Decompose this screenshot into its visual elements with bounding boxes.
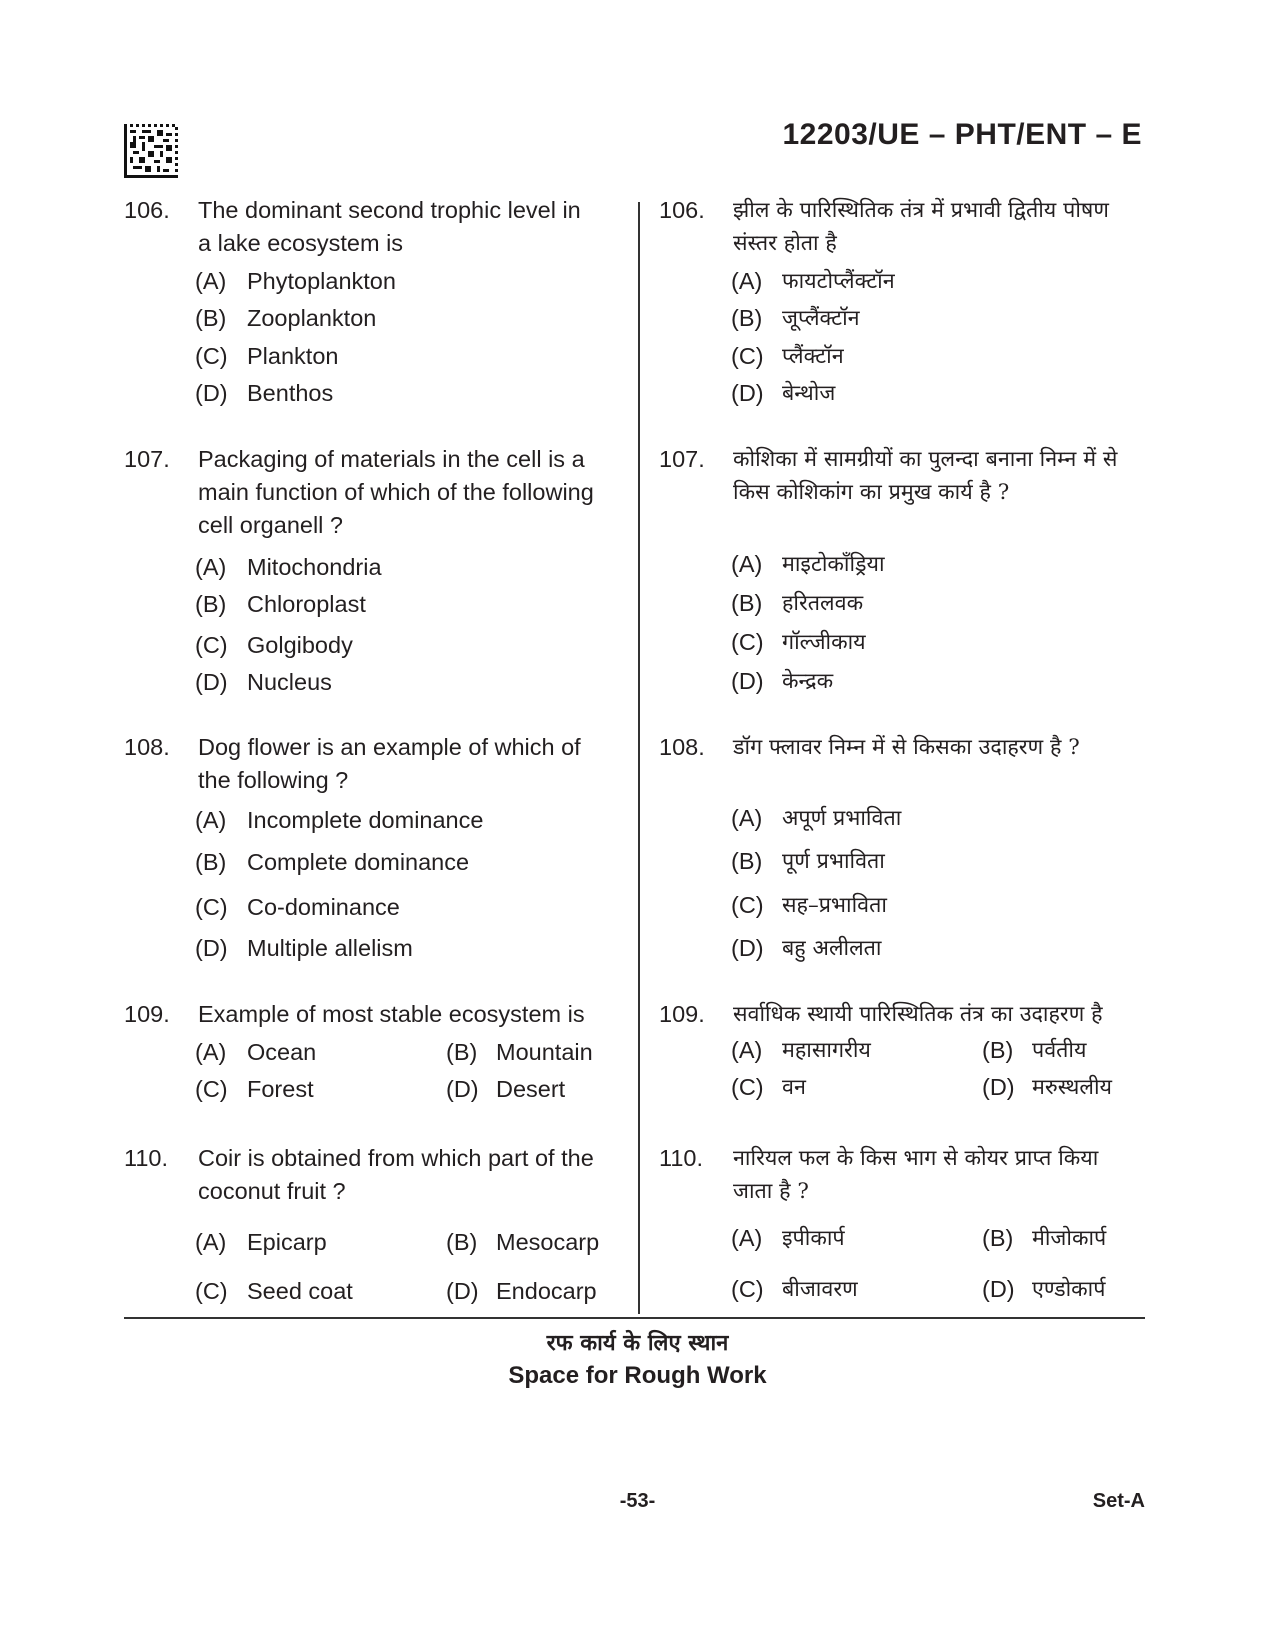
option-text: महासागरीय	[782, 1038, 871, 1063]
option-text: बहु अलीलता	[782, 936, 882, 961]
option-letter: (C)	[731, 629, 764, 655]
option-letter: (B)	[982, 1037, 1014, 1063]
question-stem: Packaging of materials in the cell is a	[198, 446, 585, 472]
option-letter: (C)	[731, 1276, 764, 1302]
option-letter: (B)	[195, 849, 227, 875]
option-letter: (C)	[195, 1076, 228, 1102]
option-text: एण्डोकार्प	[1032, 1277, 1106, 1302]
section-rule	[124, 1317, 1145, 1319]
option-letter: (C)	[195, 1278, 228, 1304]
option-letter: (A)	[731, 551, 763, 577]
paper-code: 12203/UE – PHT/ENT – E	[782, 118, 1142, 151]
option-text: Multiple allelism	[247, 935, 413, 961]
option-letter: (A)	[195, 554, 227, 580]
qr-code-icon	[124, 124, 178, 178]
option-letter: (A)	[195, 1229, 227, 1255]
option-letter: (A)	[195, 807, 227, 833]
option-letter: (B)	[982, 1225, 1014, 1251]
question-number: 110.	[659, 1145, 703, 1171]
option-text: Chloroplast	[247, 591, 366, 617]
option-text: मरुस्थलीय	[1032, 1075, 1113, 1100]
option-text: इपीकार्प	[782, 1226, 845, 1251]
option-letter: (D)	[731, 668, 764, 694]
option-text: माइटोकाँड्रिया	[782, 552, 885, 577]
option-text: Endocarp	[496, 1278, 597, 1304]
question-stem: झील के पारिस्थितिक तंत्र में प्रभावी द्वितीय पोषण	[733, 198, 1109, 223]
question-number: 109.	[659, 1001, 705, 1027]
question-stem: coconut fruit ?	[198, 1178, 346, 1204]
option-text: Incomplete dominance	[247, 807, 484, 833]
option-text: गॉल्जीकाय	[782, 630, 866, 655]
option-text: Desert	[496, 1076, 566, 1102]
question-stem: main function of which of the following	[198, 479, 594, 505]
option-text: Co-dominance	[247, 894, 400, 920]
question-stem: किस कोशिकांग का प्रमुख कार्य है ?	[733, 480, 1010, 505]
rough-work-heading: Space for Rough Work	[508, 1362, 767, 1389]
option-text: Golgibody	[247, 632, 353, 658]
question-stem: सर्वाधिक स्थायी पारिस्थितिक तंत्र का उदाहरण है	[733, 1002, 1103, 1027]
option-letter: (C)	[195, 343, 228, 369]
rough-work-heading-hindi: रफ कार्य के लिए स्थान	[546, 1330, 729, 1356]
option-letter: (B)	[195, 591, 227, 617]
option-text: प्लैंक्टॉन	[782, 344, 844, 369]
option-letter: (B)	[195, 305, 227, 331]
option-text: Seed coat	[247, 1278, 353, 1304]
option-text: Mesocarp	[496, 1229, 600, 1255]
option-text: Mountain	[496, 1039, 593, 1065]
question-number: 108.	[659, 734, 705, 760]
option-letter: (D)	[195, 935, 228, 961]
option-letter: (A)	[731, 1037, 763, 1063]
question-stem: a lake ecosystem is	[198, 230, 404, 256]
option-letter: (C)	[195, 632, 228, 658]
question-stem: जाता है ?	[733, 1179, 809, 1204]
option-letter: (D)	[982, 1074, 1015, 1100]
option-letter: (C)	[731, 892, 764, 918]
option-text: बीजावरण	[782, 1277, 858, 1302]
option-letter: (C)	[731, 343, 764, 369]
option-text: Nucleus	[247, 669, 332, 695]
question-stem: डॉग फ्लावर निम्न में से किसका उदाहरण है ?	[733, 735, 1080, 760]
question-stem: Example of most stable ecosystem is	[198, 1001, 585, 1027]
option-letter: (D)	[731, 935, 764, 961]
set-label: Set-A	[1092, 1490, 1145, 1512]
question-stem: the following ?	[198, 767, 349, 793]
option-letter: (B)	[731, 590, 763, 616]
column-divider	[638, 202, 640, 1314]
question-stem: Coir is obtained from which part of the	[198, 1145, 594, 1171]
question-number: 108.	[124, 734, 170, 760]
question-stem: नारियल फल के किस भाग से कोयर प्राप्त किया	[733, 1146, 1099, 1171]
option-text: Zooplankton	[247, 305, 377, 331]
option-letter: (A)	[731, 268, 763, 294]
option-text: वन	[782, 1075, 806, 1100]
option-letter: (B)	[446, 1229, 478, 1255]
option-letter: (A)	[731, 805, 763, 831]
option-text: फायटोप्लैंक्टॉन	[782, 269, 895, 294]
option-text: मीजोकार्प	[1032, 1226, 1107, 1251]
option-letter: (C)	[731, 1074, 764, 1100]
question-number: 106.	[124, 197, 170, 223]
option-letter: (C)	[195, 894, 228, 920]
question-number: 107.	[124, 446, 170, 472]
option-text: Complete dominance	[247, 849, 470, 875]
option-letter: (D)	[731, 380, 764, 406]
option-text: Benthos	[247, 380, 334, 406]
option-text: Forest	[247, 1076, 314, 1102]
question-stem: Dog flower is an example of which of	[198, 734, 581, 760]
option-text: बेन्थोज	[782, 381, 836, 406]
option-text: सह–प्रभाविता	[782, 893, 887, 918]
option-letter: (D)	[446, 1278, 479, 1304]
question-stem: संस्तर होता है	[733, 231, 837, 256]
question-stem: कोशिका में सामग्रीयों का पुलन्दा बनाना निम्न में से	[733, 447, 1118, 472]
option-letter: (A)	[195, 1039, 227, 1065]
option-text: अपूर्ण प्रभाविता	[782, 806, 902, 831]
question-number: 107.	[659, 446, 705, 472]
option-letter: (B)	[731, 848, 763, 874]
option-text: जूप्लैंक्टॉन	[782, 306, 860, 331]
option-letter: (D)	[195, 380, 228, 406]
option-text: Phytoplankton	[247, 268, 396, 294]
option-text: Mitochondria	[247, 554, 382, 580]
option-text: Ocean	[247, 1039, 317, 1065]
option-letter: (D)	[195, 669, 228, 695]
question-stem: cell organell ?	[198, 512, 344, 538]
option-letter: (A)	[195, 268, 227, 294]
option-text: पर्वतीय	[1032, 1038, 1087, 1063]
option-letter: (B)	[731, 305, 763, 331]
option-letter: (D)	[446, 1076, 479, 1102]
question-number: 109.	[124, 1001, 170, 1027]
option-text: हरितलवक	[782, 591, 864, 616]
question-stem: The dominant second trophic level in	[198, 197, 581, 223]
option-letter: (B)	[446, 1039, 478, 1065]
option-text: केन्द्रक	[782, 669, 834, 694]
option-text: Epicarp	[247, 1229, 327, 1255]
page-number: -53-	[619, 1490, 656, 1512]
option-text: Plankton	[247, 343, 339, 369]
option-letter: (A)	[731, 1225, 763, 1251]
question-number: 106.	[659, 197, 705, 223]
option-text: पूर्ण प्रभाविता	[782, 849, 885, 874]
question-number: 110.	[124, 1145, 168, 1171]
option-letter: (D)	[982, 1276, 1015, 1302]
